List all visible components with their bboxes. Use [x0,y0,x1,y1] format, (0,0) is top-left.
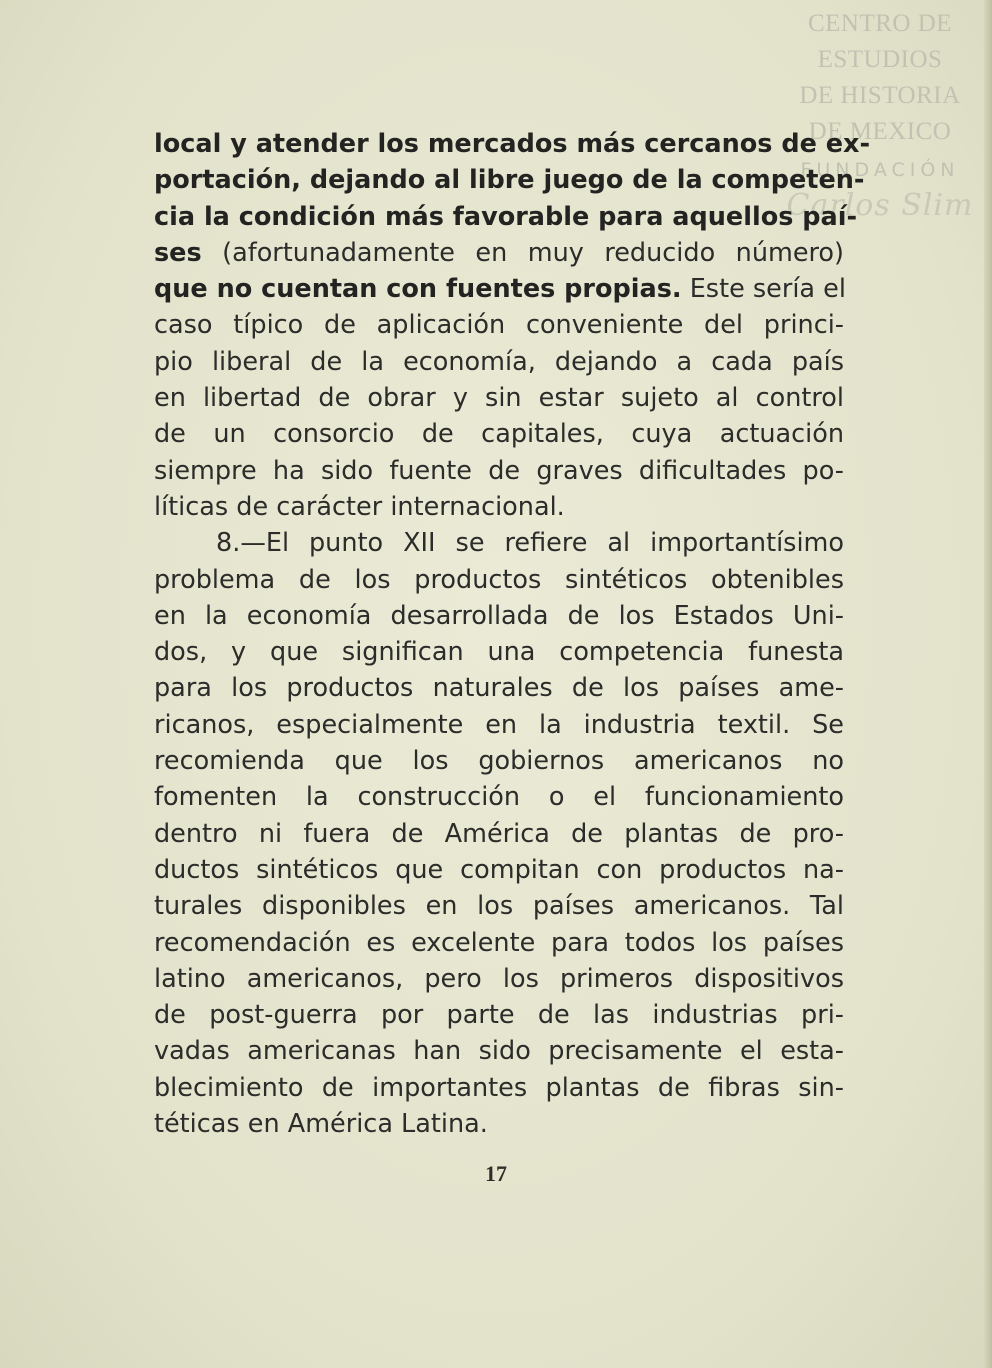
text-bold-fragment: que no cuentan con fuentes propias. [154,274,682,305]
page-number: 17 [485,1161,507,1186]
text-line: caso típico de aplicación conveniente del princi- [154,310,844,341]
text-line: de post-guerra por parte de las industrias pri- [154,1000,844,1031]
text-line [154,235,844,271]
watermark-line: DE MEXICO [808,118,952,145]
text-line: latino americanos, pero los primeros dispositivos [154,963,844,994]
text-line: líticas de carácter internacional. [154,491,565,522]
text-line: de un consorcio de capitales, cuya actuación [154,419,844,450]
text-line: en libertad de obrar y sin estar sujeto al control [154,383,844,414]
text-line: recomendación es excelente para todos los países [154,927,844,958]
text-line: téticas en América Latina. [154,1109,488,1140]
text-line: blecimiento de importantes plantas de fibras sin- [154,1072,844,1103]
text-line: para los productos naturales de los países ame- [154,673,844,704]
text-line: cia la condición más favorable para aquellos paí- [154,201,858,232]
text-line: portación, dejando al libre juego de la competen- [154,165,865,196]
text-fragment: (afortunadamente en muy reducido número) [201,237,844,268]
text-line: recomienda que los gobiernos americanos no [154,746,844,777]
watermark-line: ESTUDIOS [817,46,943,73]
watermark-signature: Carlos Slim [786,188,974,223]
watermark-fundacion: FUNDACIÓN [800,159,960,181]
text-line: turales disponibles en los países americanos. Tal [154,891,844,922]
paragraph-start-line: 8.—El punto XII se refiere al importantísimo [216,528,844,559]
text-line: local y atender los mercados más cercanos de ex- [154,129,871,159]
text-line: fomenten la construcción o el funcionamiento [154,782,844,813]
text-line: dentro ni fuera de América de plantas de pro- [154,818,844,849]
watermark-line: CENTRO DE [807,10,953,37]
text-line: ductos sintéticos que compitan con productos na- [154,854,844,885]
body-text [154,126,871,1142]
text-line: pio liberal de la economía, dejando a cada país [154,346,844,377]
text-line: siempre ha sido fuente de graves dificultades po- [154,455,844,486]
text-fragment: Este sería el [681,274,846,305]
text-bold-fragment: ses [154,237,202,268]
text-line: en la economía desarrollada de los Estados Uni- [154,600,844,631]
text-line: ricanos, especialmente en la industria textil. Se [154,709,844,740]
text-line: dos, y que significan una competencia funesta [154,637,844,668]
text-line: vadas americanas han sido precisamente el esta- [154,1036,844,1067]
text-line [154,271,844,307]
text-line: problema de los productos sintéticos obtenibles [154,564,844,595]
watermark-line: DE HISTORIA [799,82,961,109]
